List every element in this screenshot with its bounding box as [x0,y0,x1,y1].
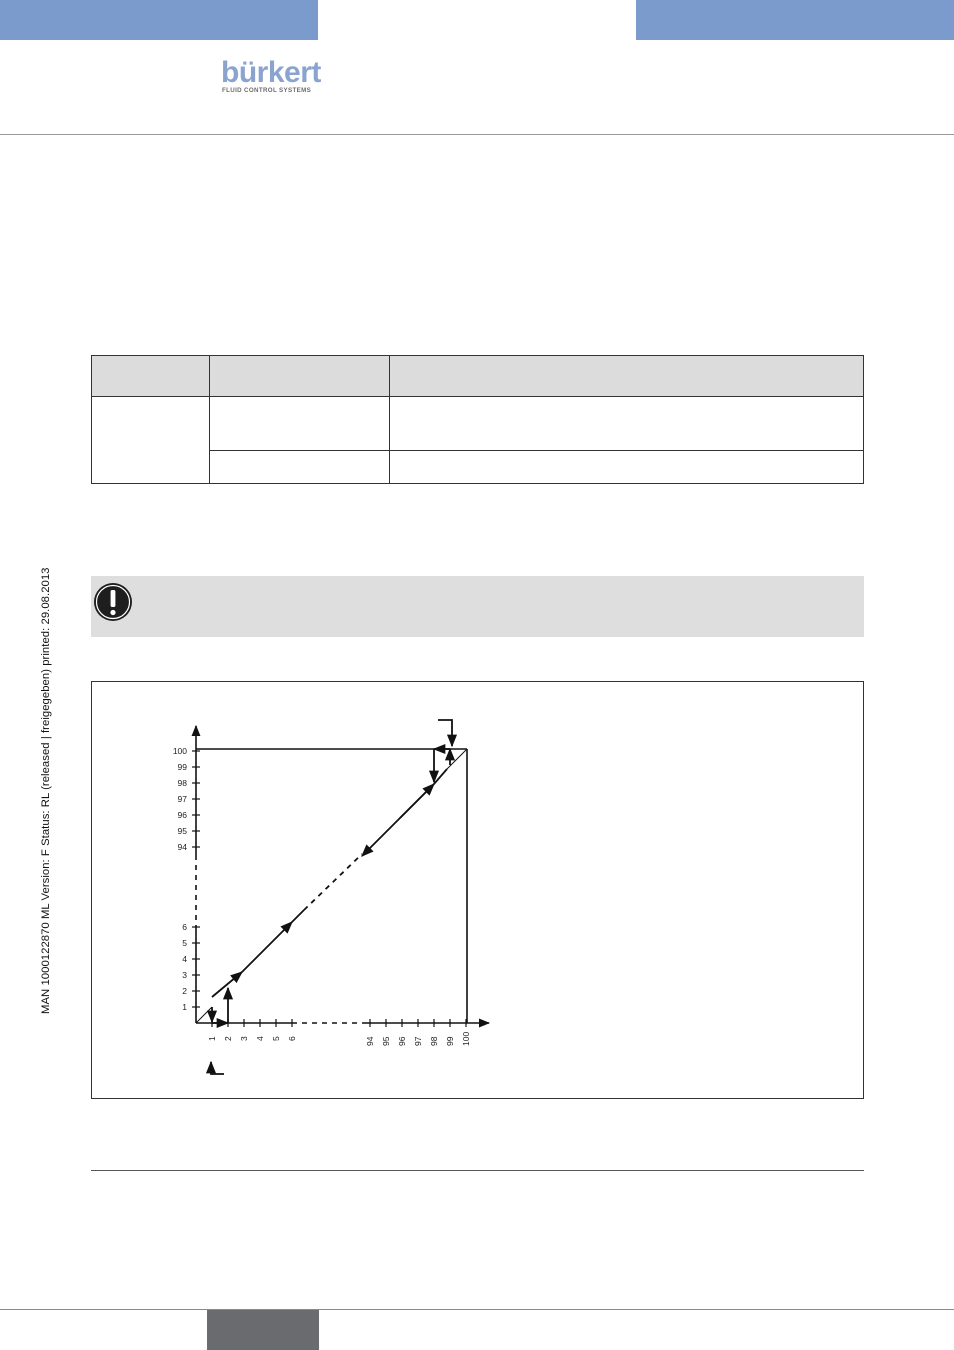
header-rule [0,134,954,135]
x-tick-label: 94 [365,1036,375,1046]
rising-path-d [400,784,434,818]
x-tick-label: 97 [413,1036,423,1046]
hysteresis-chart [92,682,863,1098]
upper-callout-arrow [438,720,452,746]
x-tick-label: 100 [461,1031,471,1046]
buerkert-logo [221,56,319,96]
table-cell [210,451,390,484]
y-tick-label: 100 [172,746,187,756]
exclamation-icon [93,582,133,622]
table-header-cell [210,356,390,397]
logo-tagline: FLUID CONTROL SYSTEMS [222,87,312,94]
rising-path-e [434,769,447,784]
parameter-table [91,355,864,484]
x-tick-label: 1 [207,1036,217,1041]
diagonal-break [304,854,362,910]
table-cell [390,397,864,451]
y-tick-label: 98 [177,778,187,788]
y-tick-label: 6 [182,922,187,932]
rising-path-c [292,910,304,922]
table-header-cell [390,356,864,397]
y-tick-label: 1 [182,1002,187,1012]
table-cell [92,397,210,484]
table-cell [390,451,864,484]
rising-path-a [212,972,242,997]
characteristic-start [196,1007,212,1023]
x-tick-label: 3 [239,1036,249,1041]
x-tick-label: 99 [445,1036,455,1046]
content-end-rule [91,1170,864,1171]
y-tick-label: 3 [182,970,187,980]
y-tick-label: 99 [177,762,187,772]
document-status-text: MAN 1000122870 ML Version: F Status: RL (released | freigegeben) printed: 29.08.2013 [40,567,52,1014]
y-tick-label: 4 [182,954,187,964]
y-tick-label: 94 [177,842,187,852]
rising-path-b [242,922,292,972]
x-tick-label: 98 [429,1036,439,1046]
table-header-cell [92,356,210,397]
x-tick-label: 6 [287,1036,297,1041]
x-tick-label: 2 [223,1036,233,1041]
x-tick-label: 95 [381,1036,391,1046]
header-band-left [0,0,318,40]
x-tick-label: 5 [271,1036,281,1041]
footer-page-tab [207,1310,319,1350]
table-header-row [92,356,864,397]
table-row [92,397,864,451]
x-tick-label: 96 [397,1036,407,1046]
footer-rule [0,1309,954,1310]
x-tick-label: 4 [255,1036,265,1041]
logo-wordmark: bürkert [221,56,321,89]
header-band-right [636,0,954,40]
y-tick-label: 96 [177,810,187,820]
y-tick-label: 5 [182,938,187,948]
figure-frame [91,681,864,1099]
y-tick-label: 97 [177,794,187,804]
lower-callout-arrow [211,1062,224,1074]
table-cell [210,397,390,451]
warning-note [91,576,864,637]
y-tick-label: 95 [177,826,187,836]
y-tick-label: 2 [182,986,187,996]
